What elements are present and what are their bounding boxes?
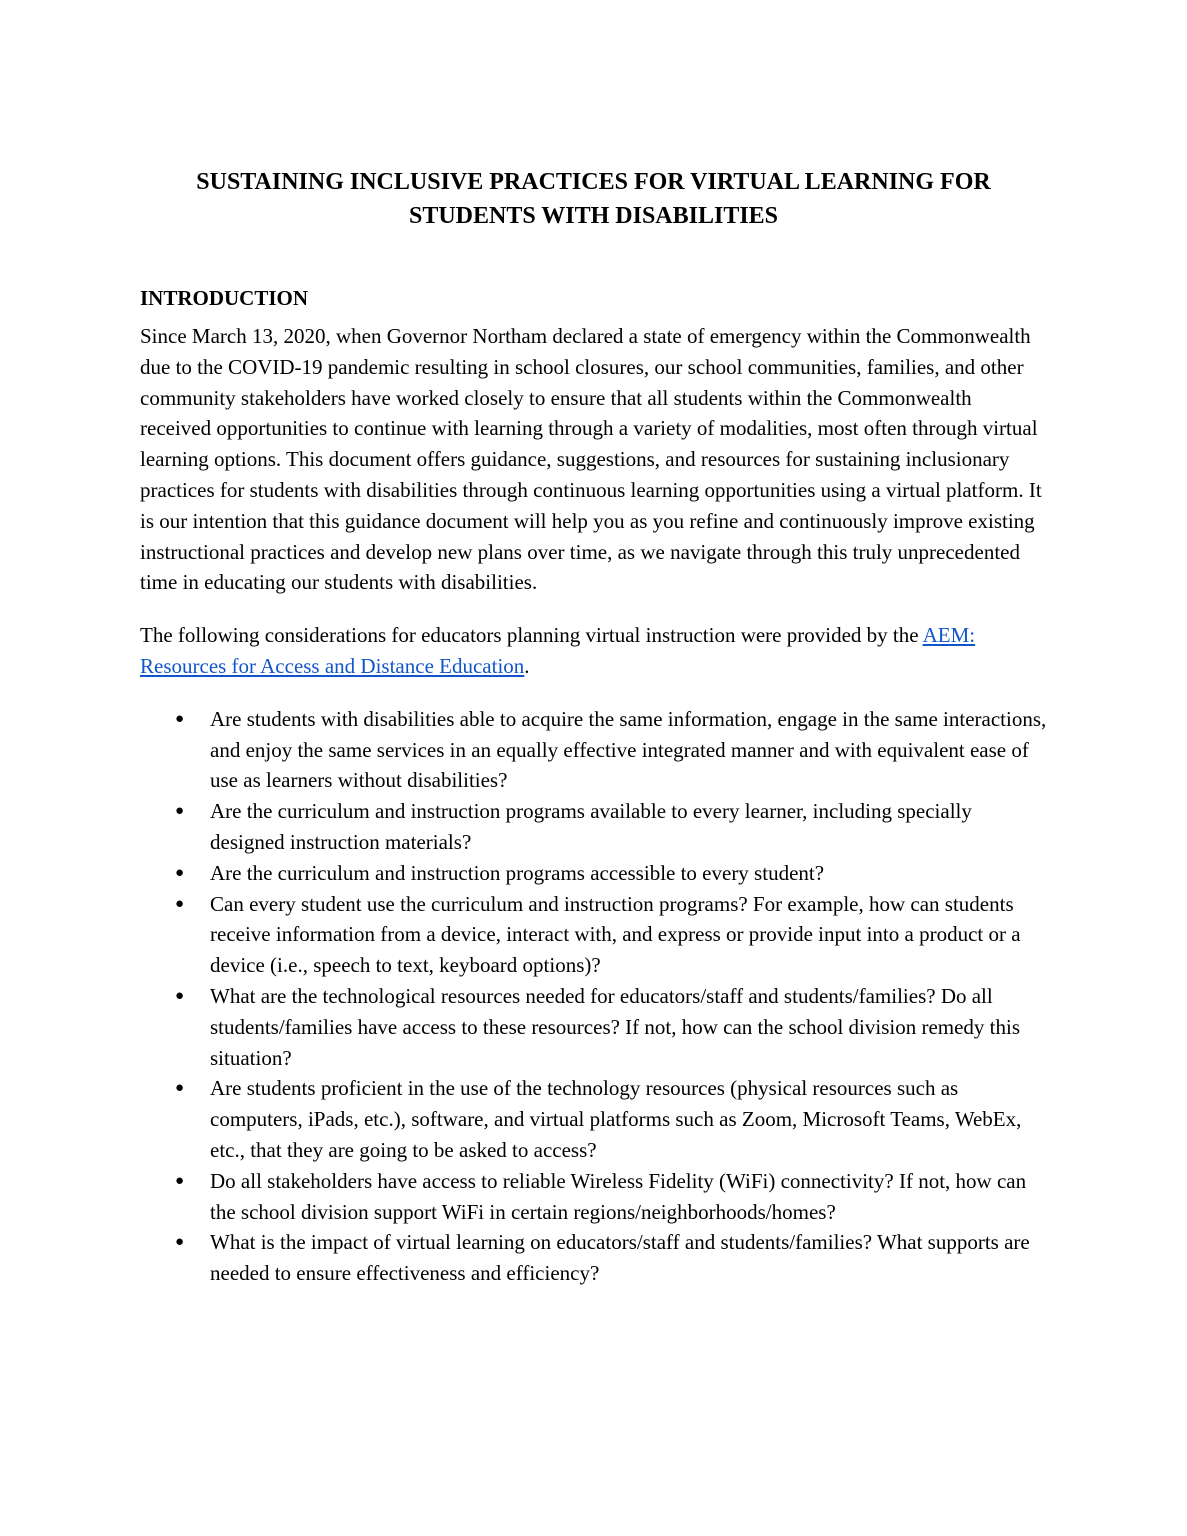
list-item-text: Do all stakeholders have access to reliable Wireless Fidelity (WiFi) connectivity? If not, how can the school division support WiFi in certain regions/neighborhoods/homes? (210, 1168, 1027, 1224)
bullet-icon: ● (175, 710, 185, 727)
considerations-paragraph (140, 620, 1047, 682)
list-item-text: Are the curriculum and instruction programs available to every learner, including specially designed instruction materials? (210, 799, 972, 854)
bullet-icon: ● (175, 864, 185, 881)
list-item (140, 858, 1047, 889)
list-item (140, 796, 1047, 858)
considerations-list (140, 704, 1047, 1289)
list-item-text: Are the curriculum and instruction programs accessible to every student? (210, 860, 825, 885)
bullet-icon: ● (175, 895, 185, 912)
bullet-icon: ● (175, 987, 185, 1004)
bullet-icon: ● (175, 1172, 185, 1189)
list-item (140, 889, 1047, 981)
list-item (140, 1227, 1047, 1289)
bullet-icon: ● (175, 1080, 185, 1097)
title-line-2: STUDENTS WITH DISABILITIES (408, 203, 779, 229)
intro-paragraph: Since March 13, 2020, when Governor Northam declared a state of emergency within the Commonwealth due to the COVID-19 pandemic resulting in school closures, our school communities, families, and other community stakeholders have worked closely to ensure that all students within the Commonwealth received opportunities to continue with learning through a variety of modalities, most often through virtual learning options. This document offers guidance, suggestions, and resources for sustaining inclusionary practices for students with disabilities through continuous learning opportunities using a virtual platform. It is our intention that this guidance document will help you as you refine and continuously improve existing instructional practices and develop new plans over time, as we navigate through this truly unprecedented time in educating our students with disabilities. (140, 324, 1042, 595)
list-item-text: Are students with disabilities able to acquire the same information, engage in the same interactions, and enjoy the same services in an equally effective integrated manner and with equivalent ease of use as learners without disabilities? (210, 706, 1047, 793)
list-item-text: Are students proficient in the use of the technology resources (physical resources such as computers, iPads, etc.), software, and virtual platforms such as Zoom, Microsoft Teams, WebEx, etc., that they are going to be asked to access? (210, 1076, 1022, 1162)
list-item (140, 1073, 1047, 1165)
list-item-text: What are the technological resources needed for educators/staff and students/families? Do all students/families have access to these resources? If not, how can the school division remedy this situation? (210, 983, 1021, 1070)
bullet-icon: ● (175, 803, 185, 820)
document-title (140, 165, 1047, 233)
list-item (140, 1166, 1047, 1228)
section-heading-introduction: INTRODUCTION (140, 286, 309, 310)
aem-resources-link[interactable]: AEM: Resources for Access and Distance Education (140, 623, 976, 678)
list-item (140, 704, 1047, 796)
title-line-1: SUSTAINING INCLUSIVE PRACTICES FOR VIRTUAL LEARNING FOR (196, 169, 991, 195)
list-item-text: What is the impact of virtual learning on educators/staff and students/families? What supports are needed to ensure effectiveness and efficiency? (210, 1230, 1030, 1286)
list-item-text: Can every student use the curriculum and instruction programs? For example, how can students receive information from a device, interact with, and express or provide input into a product or a device (i.e., speech to text, keyboard options)? (210, 891, 1021, 978)
considerations-end: . (524, 653, 530, 678)
list-item (140, 981, 1047, 1073)
bullet-icon: ● (175, 1234, 185, 1251)
considerations-text: The following considerations for educators planning virtual instruction were provided by the (140, 623, 923, 648)
